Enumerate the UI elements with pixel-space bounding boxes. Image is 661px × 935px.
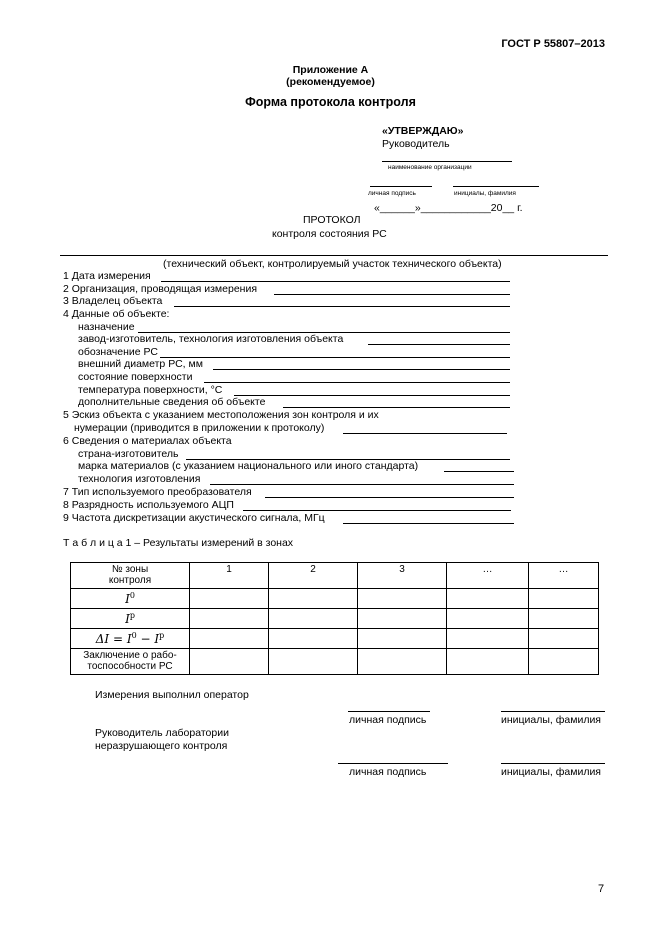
table-cell	[269, 589, 358, 609]
table-row-conclusion	[71, 649, 599, 675]
technical-object-line	[60, 255, 608, 256]
column-header: 1	[190, 563, 269, 589]
appendix-title: Приложение А	[292, 64, 369, 76]
lab-head-name-line	[501, 763, 605, 764]
table-cell	[529, 649, 599, 675]
field-manufacturer: завод-изготовитель, технология изготовления объекта	[78, 333, 344, 345]
field-materials: 6 Сведения о материалах объекта	[63, 435, 232, 447]
organization-caption: наименование организации	[388, 164, 472, 171]
field-line	[274, 294, 510, 295]
technical-object-caption: (технический объект, контролируемый участок технического объекта)	[163, 258, 502, 270]
field-additional-info: дополнительные сведения об объекте	[78, 396, 266, 408]
field-line	[204, 382, 510, 383]
field-owner: 3 Владелец объекта	[63, 295, 163, 307]
protocol-subtitle: контроля состояния РС	[272, 228, 387, 240]
zone-header-cell	[71, 563, 190, 589]
symbol-i: I	[125, 592, 130, 606]
table-cell	[269, 629, 358, 649]
standard-number: ГОСТ Р 55807–2013	[501, 38, 605, 50]
conclusion-line: тоспособности РС	[87, 661, 173, 672]
approver-title: Руководитель	[382, 138, 450, 150]
field-line	[283, 407, 510, 408]
zone-header-line: № зоны	[111, 564, 149, 575]
field-sampling-frequency: 9 Частота дискретизации акустического сигнала, МГц	[63, 512, 325, 524]
field-material-grade: марка материалов (с указанием национального или иного стандарта)	[78, 460, 419, 472]
table-cell	[190, 649, 269, 675]
operator-label: Измерения выполнил оператор	[95, 689, 249, 701]
column-header: …	[529, 563, 599, 589]
approver-signature-line	[370, 186, 432, 187]
table-cell	[190, 589, 269, 609]
conclusion-line: Заключение о рабо-	[83, 650, 177, 661]
field-line	[161, 281, 510, 282]
operator-name-line	[501, 711, 605, 712]
table-header-row	[71, 563, 599, 589]
column-header: 2	[269, 563, 358, 589]
table-cell	[358, 609, 447, 629]
results-table	[70, 562, 599, 675]
row-label	[71, 609, 190, 629]
approver-name-line	[453, 186, 539, 187]
table-cell	[190, 609, 269, 629]
superscript: р	[159, 631, 165, 640]
page-number: 7	[598, 883, 605, 895]
field-surface-state: состояние поверхности	[78, 371, 193, 383]
table-cell	[358, 589, 447, 609]
field-organization: 2 Организация, проводящая измерения	[63, 283, 258, 295]
delta-left: ΔI = I	[95, 632, 132, 646]
field-purpose: назначение	[78, 321, 135, 333]
field-line	[234, 395, 510, 396]
field-line	[213, 369, 510, 370]
field-line	[343, 523, 514, 524]
field-country: страна-изготовитель	[78, 448, 179, 460]
table-cell	[447, 609, 529, 629]
lab-head-label: Руководитель лаборатории	[95, 727, 229, 739]
row-label	[71, 589, 190, 609]
table-cell	[269, 609, 358, 629]
delta-mid: − I	[136, 632, 160, 646]
lab-head-signature-line	[338, 763, 448, 764]
field-manufacturing-technology: технология изготовления	[78, 473, 201, 485]
table-caption: Т а б л и ц а 1 – Результаты измерений в зонах	[63, 537, 294, 549]
table-row-delta	[71, 629, 599, 649]
row-label	[71, 649, 190, 675]
field-line	[174, 306, 510, 307]
table-cell	[358, 629, 447, 649]
table-cell	[529, 629, 599, 649]
field-line	[444, 471, 514, 472]
appendix-subtitle: (рекомендуемое)	[286, 76, 375, 88]
superscript: 0	[131, 631, 137, 640]
field-adc-bits: 8 Разрядность используемого АЦП	[63, 499, 234, 511]
approver-name-caption: инициалы, фамилия	[454, 190, 516, 197]
field-object-data: 4 Данные об объекте:	[63, 308, 170, 320]
table-cell	[447, 589, 529, 609]
field-line	[160, 357, 510, 358]
table-cell	[529, 609, 599, 629]
superscript: р	[129, 611, 135, 620]
field-transducer-type: 7 Тип используемого преобразователя	[63, 486, 252, 498]
table-cell	[529, 589, 599, 609]
organization-line	[382, 161, 512, 162]
lab-head-signature-caption: личная подпись	[349, 766, 427, 778]
field-sketch-numbering: нумерации (приводится в приложении к протоколу)	[74, 422, 325, 434]
approve-label: «УТВЕРЖДАЮ»	[382, 125, 464, 137]
field-diameter: внешний диаметр РС, мм	[78, 358, 203, 370]
protocol-title: ПРОТОКОЛ	[303, 214, 361, 226]
field-line	[368, 344, 510, 345]
lab-head-label: неразрушающего контроля	[95, 740, 228, 752]
table-cell	[269, 649, 358, 675]
field-designation: обозначение РС	[78, 346, 158, 358]
field-line	[243, 510, 511, 511]
approval-date: «______»____________20__ г.	[374, 202, 523, 214]
operator-signature-line	[348, 711, 430, 712]
column-header: 3	[358, 563, 447, 589]
table-cell	[358, 649, 447, 675]
table-cell	[447, 629, 529, 649]
lab-head-name-caption: инициалы, фамилия	[501, 766, 601, 778]
field-line	[343, 433, 507, 434]
approver-signature-caption: личная подпись	[368, 190, 416, 197]
table-cell	[190, 629, 269, 649]
form-title: Форма протокола контроля	[245, 95, 416, 109]
field-surface-temperature: температура поверхности, °С	[78, 384, 223, 396]
table-row-lp	[71, 609, 599, 629]
table-row-l0	[71, 589, 599, 609]
field-line	[210, 484, 514, 485]
column-header: …	[447, 563, 529, 589]
field-sketch: 5 Эскиз объекта с указанием местоположения зон контроля и их	[63, 409, 379, 421]
superscript: 0	[129, 591, 135, 600]
row-label	[71, 629, 190, 649]
operator-signature-caption: личная подпись	[349, 714, 427, 726]
field-measurement-date: 1 Дата измерения	[63, 270, 151, 282]
table-cell	[447, 649, 529, 675]
field-line	[265, 497, 514, 498]
symbol-i: I	[125, 612, 130, 626]
zone-header-line: контроля	[108, 575, 152, 586]
operator-name-caption: инициалы, фамилия	[501, 714, 601, 726]
